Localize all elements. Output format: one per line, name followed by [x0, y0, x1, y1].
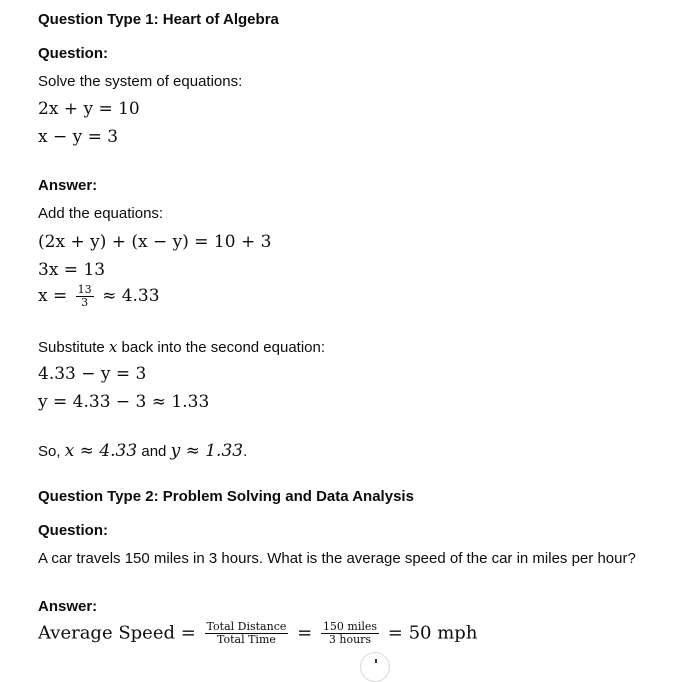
- fraction-den: 3: [81, 296, 89, 309]
- q1-step1-math-2: 3x = 13: [38, 260, 106, 280]
- q1-step2-math-1: 4.33 − y = 3: [38, 364, 147, 384]
- q2-question-label: Question:: [38, 522, 108, 539]
- fraction-13-3: [76, 284, 94, 309]
- x-lhs: x =: [38, 286, 68, 306]
- fraction-den: Total Time: [217, 633, 276, 646]
- q2-heading: Question Type 2: Problem Solving and Data Analysis: [38, 488, 414, 505]
- fraction-distance-time: [205, 621, 289, 646]
- fraction-num: 13: [77, 283, 92, 296]
- q1-equation-1: 2x + y = 10: [38, 99, 140, 119]
- step2-post: back into the second equation:: [121, 339, 326, 356]
- q2-question-text: A car travels 150 miles in 3 hours. What is the average speed of the car in miles per hour?: [38, 550, 636, 567]
- q1-step1-text: Add the equations:: [38, 205, 164, 222]
- conclusion-pre: So,: [38, 443, 61, 460]
- fraction-den: 3 hours: [328, 633, 372, 646]
- q1-question-label: Question:: [38, 45, 108, 62]
- conclusion-mid: and: [141, 443, 167, 460]
- q1-heading: Question Type 1: Heart of Algebra: [38, 11, 279, 28]
- q2-answer-label: Answer:: [38, 598, 98, 615]
- q1-conclusion: [38, 441, 247, 461]
- q2-formula: [38, 621, 477, 646]
- q1-step1-math-1: (2x + y) + (x − y) = 10 + 3: [38, 232, 272, 252]
- formula-eq: =: [297, 622, 313, 644]
- q1-equation-2: x − y = 3: [38, 127, 119, 147]
- q1-step2-math-2: y = 4.33 − 3 ≈ 1.33: [38, 392, 210, 412]
- fraction-num: Total Distance: [206, 620, 287, 633]
- conclusion-x: x ≈ 4.33: [64, 441, 138, 461]
- step2-var: x: [108, 338, 118, 356]
- x-rhs: ≈ 4.33: [102, 286, 160, 306]
- fraction-miles-hours: [321, 621, 379, 646]
- q1-step2-text: [38, 338, 325, 356]
- conclusion-end: .: [243, 443, 248, 460]
- q1-x-solution: [38, 284, 160, 309]
- fraction-num: 150 miles: [322, 620, 378, 633]
- formula-result: = 50 mph: [387, 622, 478, 644]
- q1-answer-label: Answer:: [38, 177, 98, 194]
- formula-lhs: Average Speed =: [38, 622, 196, 644]
- scroll-down-button[interactable]: [360, 652, 390, 682]
- q1-question-text: Solve the system of equations:: [38, 73, 243, 90]
- step2-pre: Substitute: [38, 339, 105, 356]
- conclusion-y: y ≈ 1.33: [170, 441, 244, 461]
